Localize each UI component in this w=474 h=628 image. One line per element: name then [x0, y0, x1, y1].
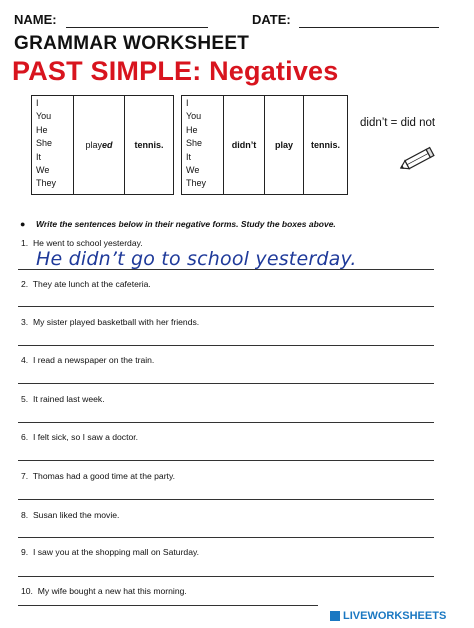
question-number: 1. — [21, 238, 29, 248]
question-number: 10. — [21, 586, 33, 596]
date-field[interactable] — [299, 27, 439, 28]
question-item — [21, 238, 143, 248]
question-text: They ate lunch at the cafeteria. — [32, 279, 151, 289]
pronoun: She — [186, 138, 203, 149]
question-item — [21, 471, 175, 481]
question-text: Susan liked the movie. — [32, 510, 120, 520]
logo-icon — [330, 611, 340, 621]
auxiliary-cell: didn’t — [224, 96, 265, 194]
answer-line[interactable] — [18, 605, 318, 606]
question-text: He went to school yesterday. — [32, 238, 143, 248]
pronoun: I — [36, 98, 39, 108]
question-text: I felt sick, so I saw a doctor. — [32, 432, 139, 442]
pronoun: You — [36, 111, 52, 122]
question-item — [21, 279, 151, 289]
answer-line[interactable] — [18, 537, 434, 538]
question-text: I saw you at the shopping mall on Saturday. — [32, 547, 200, 557]
answer-line[interactable] — [18, 499, 434, 500]
question-number: 4. — [21, 355, 29, 365]
verb-cell — [74, 96, 125, 194]
question-text: It rained last week. — [32, 394, 105, 404]
pronoun: They — [186, 178, 207, 189]
question-number: 5. — [21, 394, 29, 404]
contraction-note: didn’t = did not — [360, 117, 436, 129]
question-item — [21, 432, 138, 442]
question-text: My wife bought a new hat this morning. — [37, 586, 187, 596]
pronoun: It — [186, 151, 192, 162]
question-number: 3. — [21, 317, 29, 327]
question-item — [21, 394, 105, 404]
question-item — [21, 547, 199, 557]
question-item — [21, 355, 154, 365]
worksheet-title: GRAMMAR WORKSHEET — [14, 33, 250, 54]
verb-stem: play — [85, 140, 102, 150]
question-item — [21, 317, 199, 327]
answer-line[interactable] — [18, 345, 434, 346]
question-number: 2. — [21, 279, 29, 289]
answer-line[interactable] — [18, 269, 434, 270]
date-label: DATE: — [252, 12, 291, 27]
question-text: I read a newspaper on the train. — [32, 355, 155, 365]
question-item — [21, 586, 187, 596]
question-number: 6. — [21, 432, 29, 442]
positive-form-table — [31, 95, 174, 195]
pronoun: It — [36, 151, 42, 162]
instructions: Write the sentences below in their negative forms. Study the boxes above. — [36, 219, 336, 229]
pronoun: I — [186, 98, 189, 108]
pronoun: They — [36, 178, 57, 189]
answer-line[interactable] — [18, 576, 434, 577]
answer-line[interactable] — [18, 422, 434, 423]
question-number: 9. — [21, 547, 29, 557]
question-number: 8. — [21, 510, 29, 520]
object-cell: tennis. — [310, 140, 340, 150]
answer-line[interactable] — [18, 460, 434, 461]
pronoun-column — [32, 96, 74, 194]
question-text: Thomas had a good time at the party. — [32, 471, 175, 481]
name-label: NAME: — [14, 12, 57, 27]
example-answer: He didn’t go to school yesterday. — [36, 248, 357, 270]
question-number: 7. — [21, 471, 29, 481]
pencil-icon — [398, 143, 436, 182]
pronoun: He — [186, 124, 198, 135]
pronoun-column — [182, 96, 224, 194]
pronoun: You — [186, 111, 202, 122]
pronoun: We — [36, 165, 50, 176]
negative-form-table — [181, 95, 348, 195]
worksheet-subtitle: PAST SIMPLE: Negatives — [12, 56, 339, 86]
question-text: My sister played basketball with her friends. — [32, 317, 200, 327]
question-item — [21, 510, 119, 520]
verb-ending: ed — [102, 140, 113, 150]
name-field[interactable] — [66, 27, 208, 28]
pronoun: He — [36, 124, 48, 135]
verb-cell: play — [265, 96, 304, 194]
pronoun: We — [186, 165, 200, 176]
answer-line[interactable] — [18, 306, 434, 307]
logo-text: LIVEWORKSHEETS — [343, 610, 447, 622]
object-cell: tennis. — [134, 140, 164, 150]
answer-line[interactable] — [18, 383, 434, 384]
bullet-icon: ● — [20, 219, 26, 229]
liveworksheets-logo — [330, 610, 446, 622]
pronoun: She — [36, 138, 53, 149]
